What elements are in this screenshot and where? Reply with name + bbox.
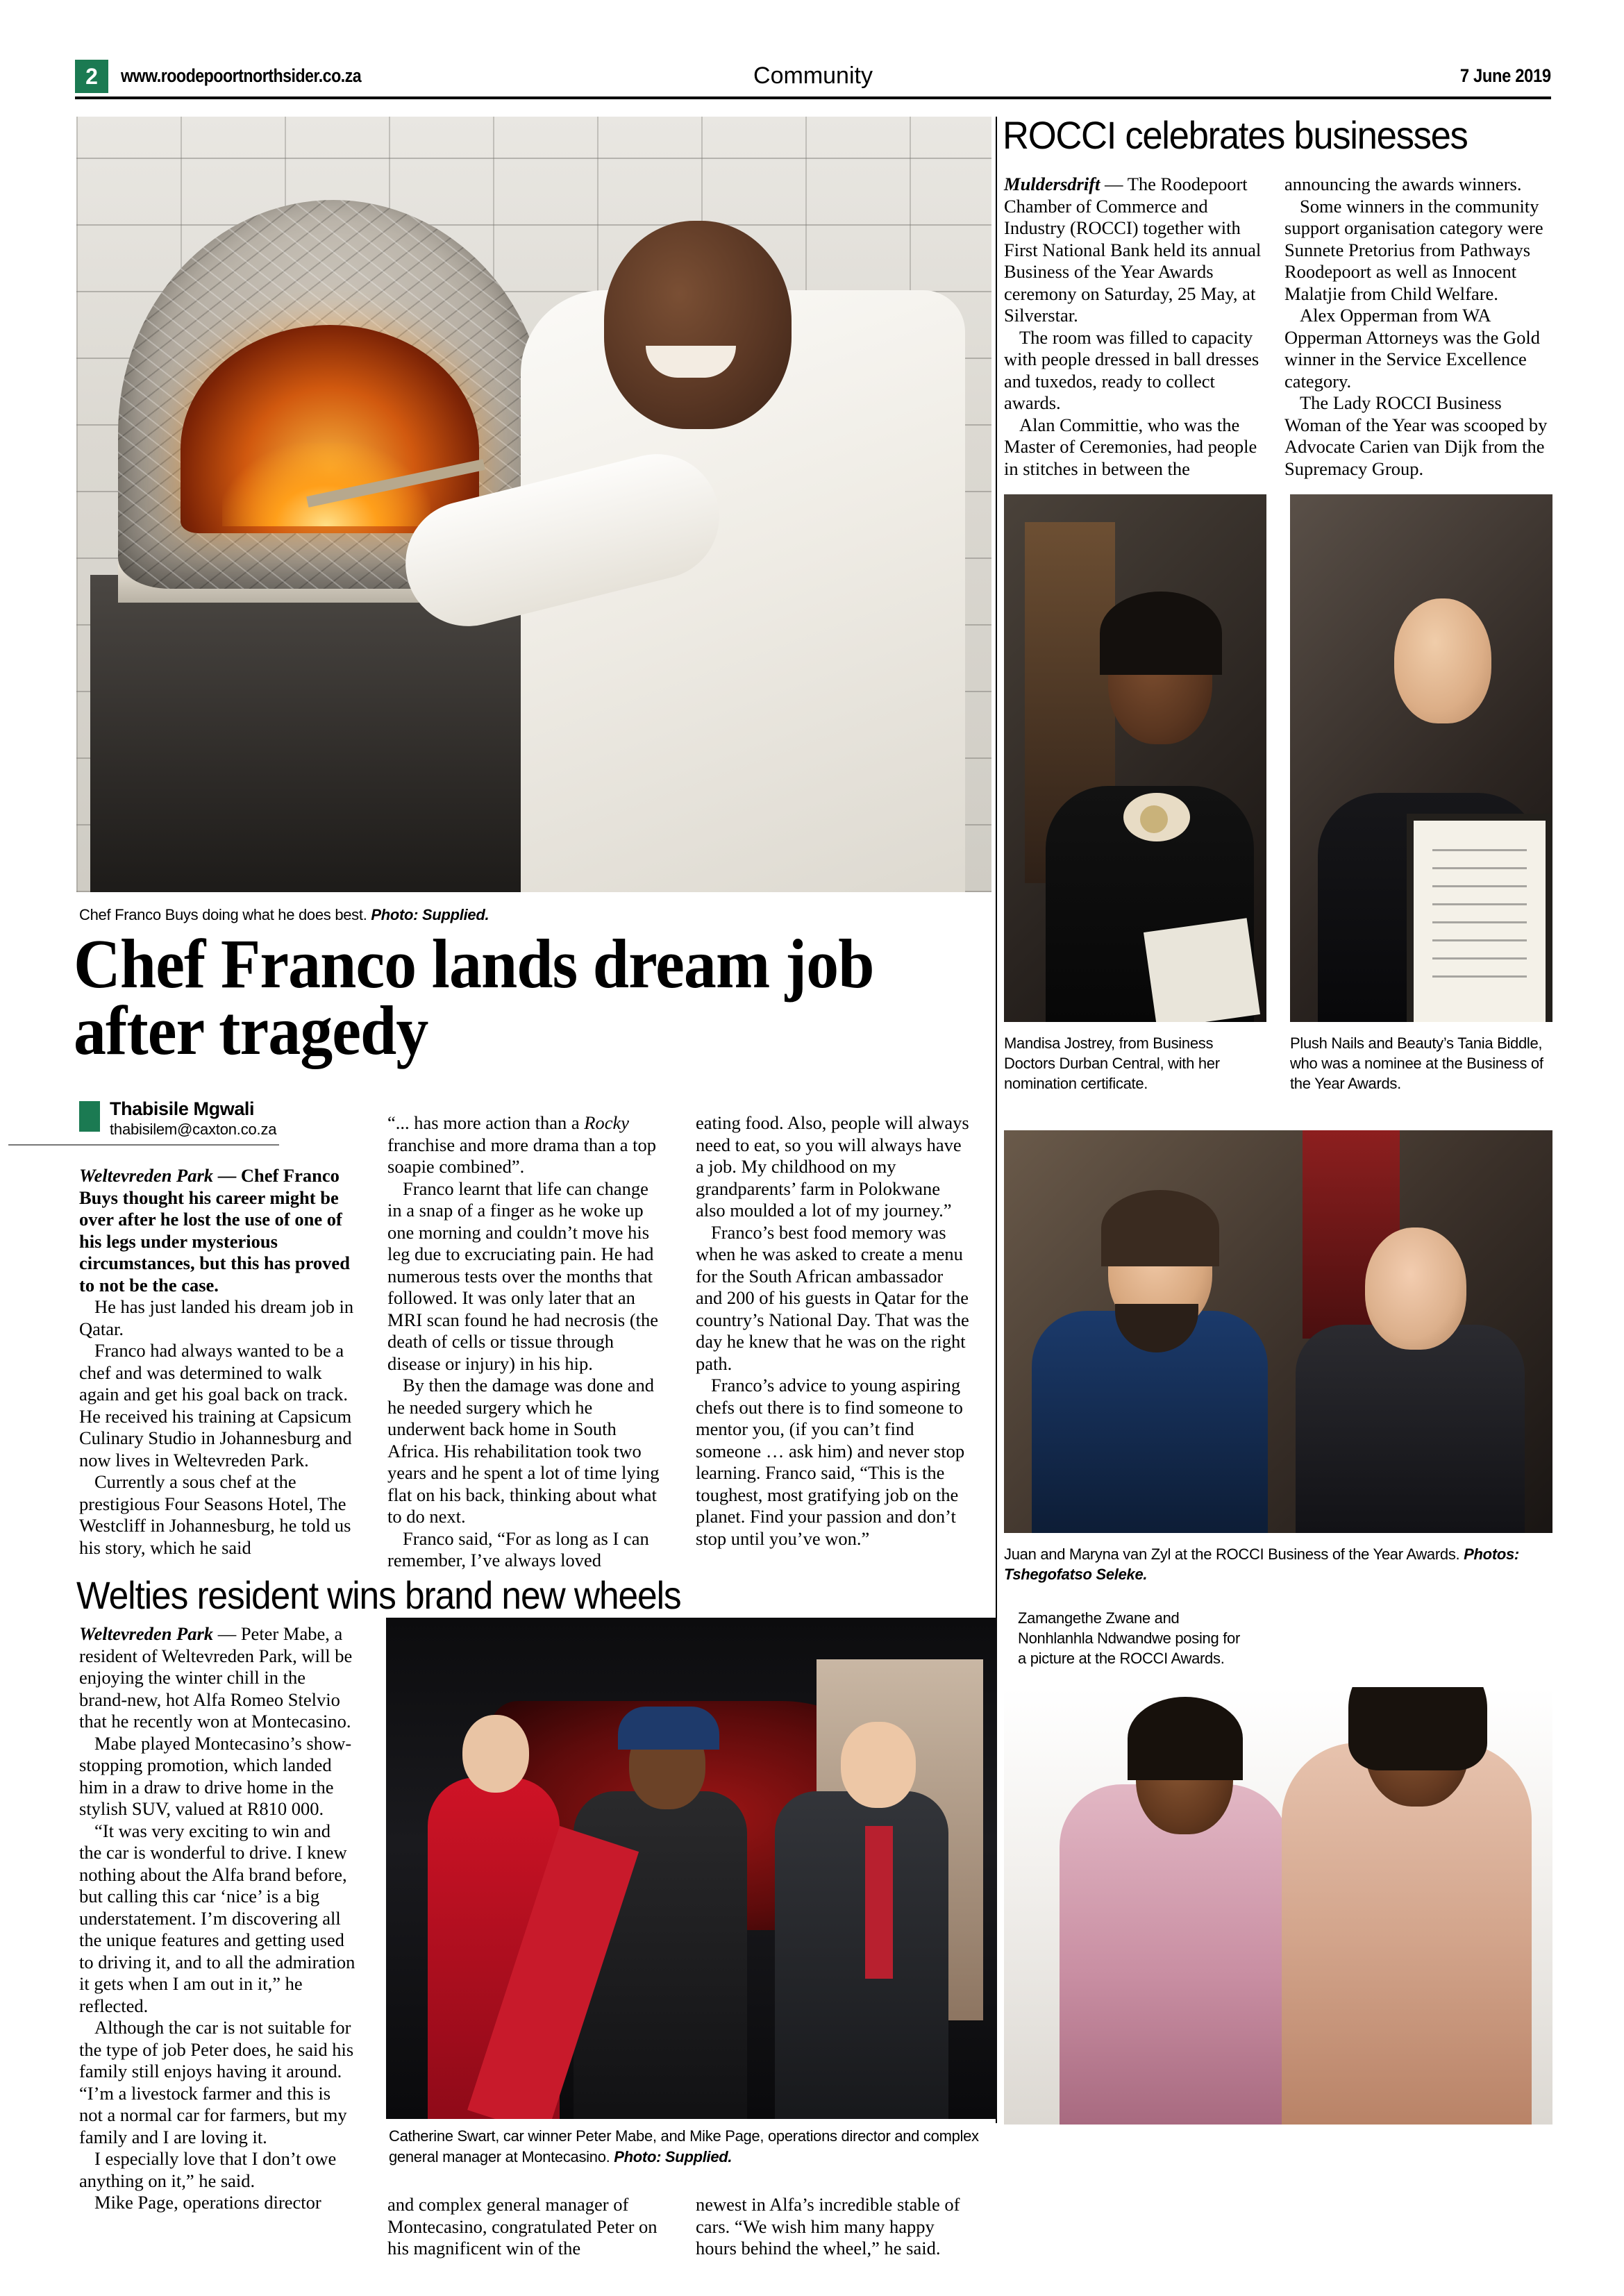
paragraph: Franco’s advice to young aspiring chefs out there is to find someone to mentor you, (if you can’t find someone … ask him) and never stop learning. Franco said, “This is the toughest, most gratifying job on the planet. Find your passion and don’t stop until you’ve won.”	[696, 1375, 965, 1549]
caption-text: Juan and Maryna van Zyl at the ROCCI Business of the Year Awards.	[1004, 1545, 1464, 1563]
franco-column-1	[79, 1165, 355, 1559]
car-winner-photo	[386, 1618, 997, 2119]
paragraph: He has just landed his dream job in Qatar.	[79, 1296, 354, 1339]
byline-rule	[8, 1144, 279, 1146]
tania-caption: Plush Nails and Beauty’s Tania Biddle, who was a nominee at the Business of the Year Awards.	[1290, 1034, 1543, 1092]
paragraph: Franco had always wanted to be a chef and was determined to walk again and get his goal back on track. He received his training at Capsicum Culinary Studio in Johannesburg and now lives in Weltevreden Park.	[79, 1340, 352, 1470]
paragraph	[387, 1112, 664, 1178]
lead-text: — Chef Franco Buys thought his career might be over after he lost the use of one of his legs under mysterious circumstances, but this has proved to not be the case.	[79, 1165, 350, 1296]
dateline-place: Weltevreden Park	[79, 1165, 214, 1186]
van-zyl-caption	[1004, 1544, 1552, 1584]
photo-credit: Photo: Supplied.	[371, 906, 489, 923]
byline-accent-square	[79, 1101, 100, 1132]
car-photo-caption	[389, 2126, 1000, 2168]
paragraph: Currently a sous chef at the prestigious Four Seasons Hotel, The Westcliff in Johannesburg, he told us his story, which he said	[79, 1471, 351, 1558]
paragraph: newest in Alfa’s incredible stable of cars. “We wish him many happy hours behind the wheel,” he said.	[696, 2194, 960, 2259]
paragraph: eating food. Also, people will always need to eat, so you will always have a job. My childhood on my grandparents’ farm in Polokwane also moulded a lot of my journey.”	[696, 1112, 969, 1221]
paragraph: Franco’s best food memory was when he was asked to create a menu for the South African ambassador and 200 of his guests in Qatar for the country’s National Day. That was the day he knew that he was on the right path.	[696, 1221, 969, 1374]
byline-author: Thabisile Mgwali	[110, 1098, 255, 1119]
paragraph: The room was filled to capacity with people dressed in ball dresses and tuxedos, ready to collect awards.	[1004, 326, 1259, 413]
rocci-column-1	[1004, 174, 1266, 480]
paragraph: The Lady ROCCI Business Woman of the Year was scooped by Advocate Carien van Dijk from the Supremacy Group.	[1284, 392, 1548, 479]
van-zyl-couple-photo	[1004, 1130, 1552, 1533]
quote-close: franchise and more drama than a top soapie combined”.	[387, 1134, 657, 1177]
mandisa-caption: Mandisa Jostrey, from Business Doctors Durban Central, with her nomination certificate.	[1004, 1034, 1220, 1092]
dateline-place: Muldersdrift	[1004, 174, 1100, 194]
mandisa-jostrey-photo	[1004, 494, 1266, 1022]
chef-photo-caption	[79, 905, 996, 925]
paragraph: Franco said, “For as long as I can remember, I’ve always loved	[387, 1527, 649, 1570]
byline-email[interactable]: thabisilem@caxton.co.za	[110, 1121, 277, 1138]
franco-column-2	[387, 1112, 664, 1572]
caption-text: Chef Franco Buys doing what he does best.	[79, 906, 371, 923]
car-column-3-tail	[696, 2194, 973, 2260]
quote-open: “... has more action than a	[387, 1112, 585, 1133]
page-number-badge: 2	[75, 60, 108, 93]
lead-text: — The Roodepoort Chamber of Commerce and Industry (ROCCI) together with First National Bank held its annual Business of the Year Awards ceremony on Saturday, 25 May, at Silverstar.	[1004, 174, 1262, 326]
paragraph: announcing the awards winners.	[1284, 174, 1522, 194]
site-url[interactable]: www.roodepoortnorthsider.co.za	[121, 65, 362, 86]
paragraph: Alex Opperman from WA Opperman Attorneys was the Gold winner in the Service Excellence category.	[1284, 305, 1540, 392]
car-story-headline: Welties resident wins brand new wheels	[76, 1573, 681, 1617]
section-name: Community	[753, 62, 873, 89]
rocci-column-2	[1284, 174, 1552, 480]
paragraph: Alan Committie, who was the Master of Ceremonies, had people in stitches in between the	[1004, 414, 1257, 479]
photo-credit: Photos: Tshegofatso Seleke.	[1004, 1545, 1519, 1583]
paragraph: By then the damage was done and he needed surgery which he underwent back home in South Africa. His rehabilitation took two years and he spent a lot of time lying flat on his back, thinking about what to do next.	[387, 1375, 660, 1527]
tania-biddle-photo	[1290, 494, 1552, 1022]
dateline-place: Weltevreden Park	[79, 1623, 214, 1644]
caption-text: Catherine Swart, car winner Peter Mabe, and Mike Page, operations director and complex general manager at Montecasino.	[389, 2127, 979, 2165]
zwane-ndwandwe-photo	[1004, 1687, 1552, 2125]
masthead	[75, 60, 1551, 97]
paragraph: and complex general manager of Montecasino, congratulated Peter on his magnificent win of the	[387, 2194, 658, 2259]
title-rocky: Rocky	[584, 1112, 630, 1133]
paragraph: Franco learnt that life can change in a snap of a finger as he woke up one morning and couldn’t move his leg due to excruciating pain. He had numerous tests over the months that followed. It was only later that an MRI scan found he had necrosis (the death of cells or tissue through disease or injury) in his hip.	[387, 1178, 659, 1374]
paragraph: I especially love that I don’t owe anything on it,” he said.	[79, 2148, 337, 2191]
car-column-1	[79, 1623, 357, 2214]
paragraph: Although the car is not suitable for the type of job Peter does, he said his family still enjoys having it around. “I’m a livestock farmer and this is not a normal car for farmers, but my family and I are loving it.	[79, 2017, 354, 2147]
paragraph: Mike Page, operations director	[94, 2192, 321, 2213]
paragraph: Mabe played Montecasino’s show-stopping promotion, which landed him in a draw to drive home in the stylish SUV, valued at R810 000.	[79, 1732, 352, 1819]
main-headline: Chef Franco lands dream job after tragedy	[74, 925, 874, 1069]
rocci-headline: ROCCI celebrates businesses	[1003, 113, 1468, 157]
paragraph: Some winners in the community support organisation category were Sunnete Pretorius from Pathways Roodepoort as well as Innocent Malatjie from Child Welfare.	[1284, 195, 1543, 304]
zwane-caption: Zamangethe Zwane and Nonhlanhla Ndwandwe posing for a picture at the ROCCI Awards.	[1018, 1609, 1240, 1667]
paragraph	[1004, 174, 1266, 327]
chef-oven-photo	[76, 117, 991, 892]
franco-column-3	[696, 1112, 973, 1550]
lead-text: — Peter Mabe, a resident of Weltevreden Park, will be enjoying the winter chill in the brand-new, hot Alfa Romeo Stelvio that he recently won at Montecasino.	[79, 1623, 353, 1732]
issue-date: 7 June 2019	[1460, 65, 1551, 86]
car-column-2-tail	[387, 2194, 665, 2260]
paragraph: “It was very exciting to win and the car is wonderful to drive. I knew nothing about the Alfa brand before, but calling this car ‘nice’ is a big understatement. I’m discovering all the unique features and getting used to driving it, and to all the admiration it gets when I am out in it,” he reflected.	[79, 1820, 355, 2016]
paragraph	[79, 1165, 355, 1296]
paragraph	[79, 1623, 357, 1733]
photo-credit: Photo: Supplied.	[614, 2148, 733, 2165]
masthead-rule	[75, 97, 1551, 99]
